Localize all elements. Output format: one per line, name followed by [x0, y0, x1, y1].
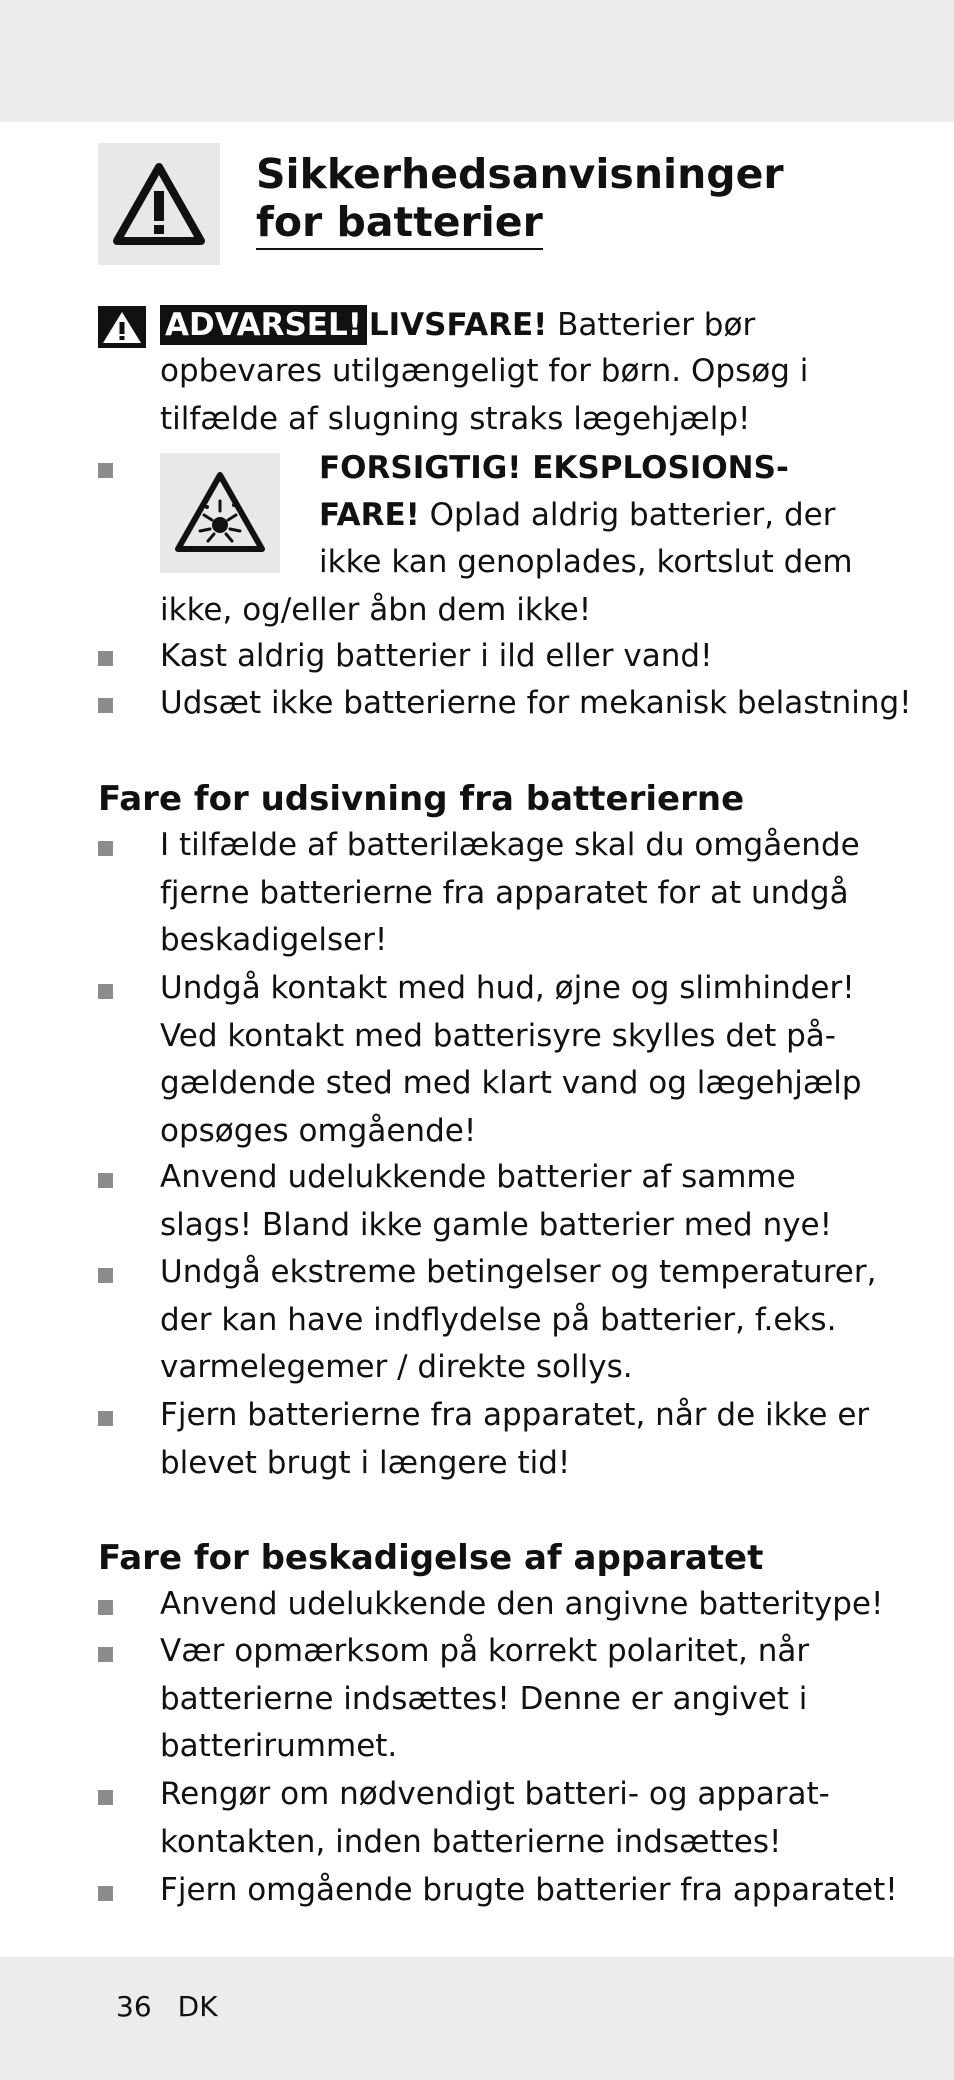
list-item-line: batterierne indsættes! Denne er angivet i — [160, 1680, 808, 1717]
damage-item-4 — [160, 1867, 898, 1915]
leakage-item-2 — [160, 965, 862, 1155]
bullet-square-icon — [98, 1647, 113, 1662]
warning-text-1: Batterier bør — [547, 307, 756, 343]
leakage-item-4 — [160, 1249, 876, 1392]
explosion-hazard-icon — [174, 471, 266, 555]
list-item-line: der kan have indflydelse på batterier, f.eks. — [160, 1301, 837, 1338]
explosion-line-2 — [319, 492, 835, 540]
bullet-square-icon — [98, 651, 113, 666]
list-item-line: Undgå ekstreme betingelser og temperaturer, — [160, 1254, 877, 1290]
list-item-line: varmelegemer / direkte sollys. — [160, 1349, 633, 1385]
list-item-line: Rengør om nødvendigt batteri- og apparat- — [160, 1776, 830, 1812]
list-item-line: slags! Bland ikke gamle batterier med nye! — [160, 1206, 833, 1243]
bullet-square-icon — [98, 1886, 113, 1901]
page-title — [256, 150, 784, 250]
explosion-line-4: ikke, og/eller åbn dem ikke! — [160, 592, 592, 628]
warning-line-3: tilfælde af slugning straks lægehjælp! — [160, 401, 751, 437]
page-footer — [116, 1990, 244, 2024]
bullet-square-icon — [98, 1790, 113, 1805]
list-item-line: kontakten, inden batterierne indsættes! — [160, 1823, 782, 1860]
bullet-square-icon — [98, 463, 113, 478]
list-item-line: Fjern batterierne fra apparatet, når de ikke er — [160, 1397, 870, 1433]
list-item-line: Vær opmærksom på korrekt polaritet, når — [160, 1633, 810, 1669]
damage-item-2 — [160, 1628, 809, 1771]
list-item-line: opsøges omgående! — [160, 1112, 477, 1149]
page-number: 36 — [116, 1990, 152, 2023]
explosion-icon-box — [160, 453, 280, 573]
list-item-line: gældende sted med klart vand og lægehjælp — [160, 1065, 862, 1101]
bullet-square-icon — [98, 841, 113, 856]
list-item-line: fjerne batterierne fra apparatet for at undgå — [160, 874, 849, 911]
warning-line-2: opbevares utilgængeligt for børn. Opsøg i — [160, 353, 809, 389]
warning-triangle-icon — [111, 161, 207, 247]
bullet-square-icon — [98, 1268, 113, 1283]
section-heading-leakage: Fare for udsivning fra batterierne — [98, 779, 745, 819]
bullet-square-icon — [98, 1411, 113, 1426]
leakage-item-3 — [160, 1154, 832, 1249]
damage-item-3 — [160, 1771, 830, 1866]
bullet-square-icon — [98, 1173, 113, 1188]
list-item-line: Anvend udelukkende batterier af samme — [160, 1159, 796, 1195]
list-item-line: Ved kontakt med batterisyre skylles det på- — [160, 1017, 836, 1054]
explosion-lead-line-1: FORSIGTIG! EKSPLOSIONS- — [319, 450, 789, 486]
warning-line-1 — [160, 302, 755, 350]
list-item-line: Anvend udelukkende den angivne batteritype! — [160, 1586, 884, 1622]
list-item-line: blevet brugt i længere tid! — [160, 1444, 571, 1481]
title-line-1: Sikkerhedsanvisninger — [256, 150, 784, 198]
language-code: DK — [177, 1990, 218, 2023]
title-line-2: for batterier — [256, 198, 543, 250]
top-margin-band — [0, 0, 954, 122]
explosion-line-3: ikke kan genoplades, kortslut dem — [319, 544, 853, 580]
list-item-line: batterirummet. — [160, 1728, 398, 1764]
bullet-square-icon — [98, 1600, 113, 1615]
livsfare-label: LIVSFARE! — [368, 307, 548, 343]
warning-triangle-icon — [98, 306, 146, 348]
list-item-line: I tilfælde af batterilækage skal du omgående — [160, 827, 860, 863]
bullet-square-icon — [98, 698, 113, 713]
damage-item-1 — [160, 1581, 883, 1629]
mechanical-item: Udsæt ikke batterierne for mekanisk belastning! — [160, 685, 912, 721]
list-item-line: beskadigelser! — [160, 922, 388, 958]
title-warning-icon-box — [98, 143, 220, 265]
explosion-line-2-rest: Oplad aldrig batterier, der — [419, 497, 836, 533]
explosion-lead-line-2: FARE! — [319, 497, 420, 533]
list-item-line: Undgå kontakt med hud, øjne og slimhinder! — [160, 970, 855, 1006]
section-heading-damage: Fare for beskadigelse af apparatet — [98, 1538, 764, 1578]
advarsel-label: ADVARSEL! — [160, 305, 367, 345]
leakage-item-1 — [160, 822, 860, 965]
list-item-line: Fjern omgående brugte batterier fra apparatet! — [160, 1872, 898, 1908]
bullet-square-icon — [98, 984, 113, 999]
leakage-item-5 — [160, 1392, 869, 1487]
fire-item: Kast aldrig batterier i ild eller vand! — [160, 638, 713, 674]
